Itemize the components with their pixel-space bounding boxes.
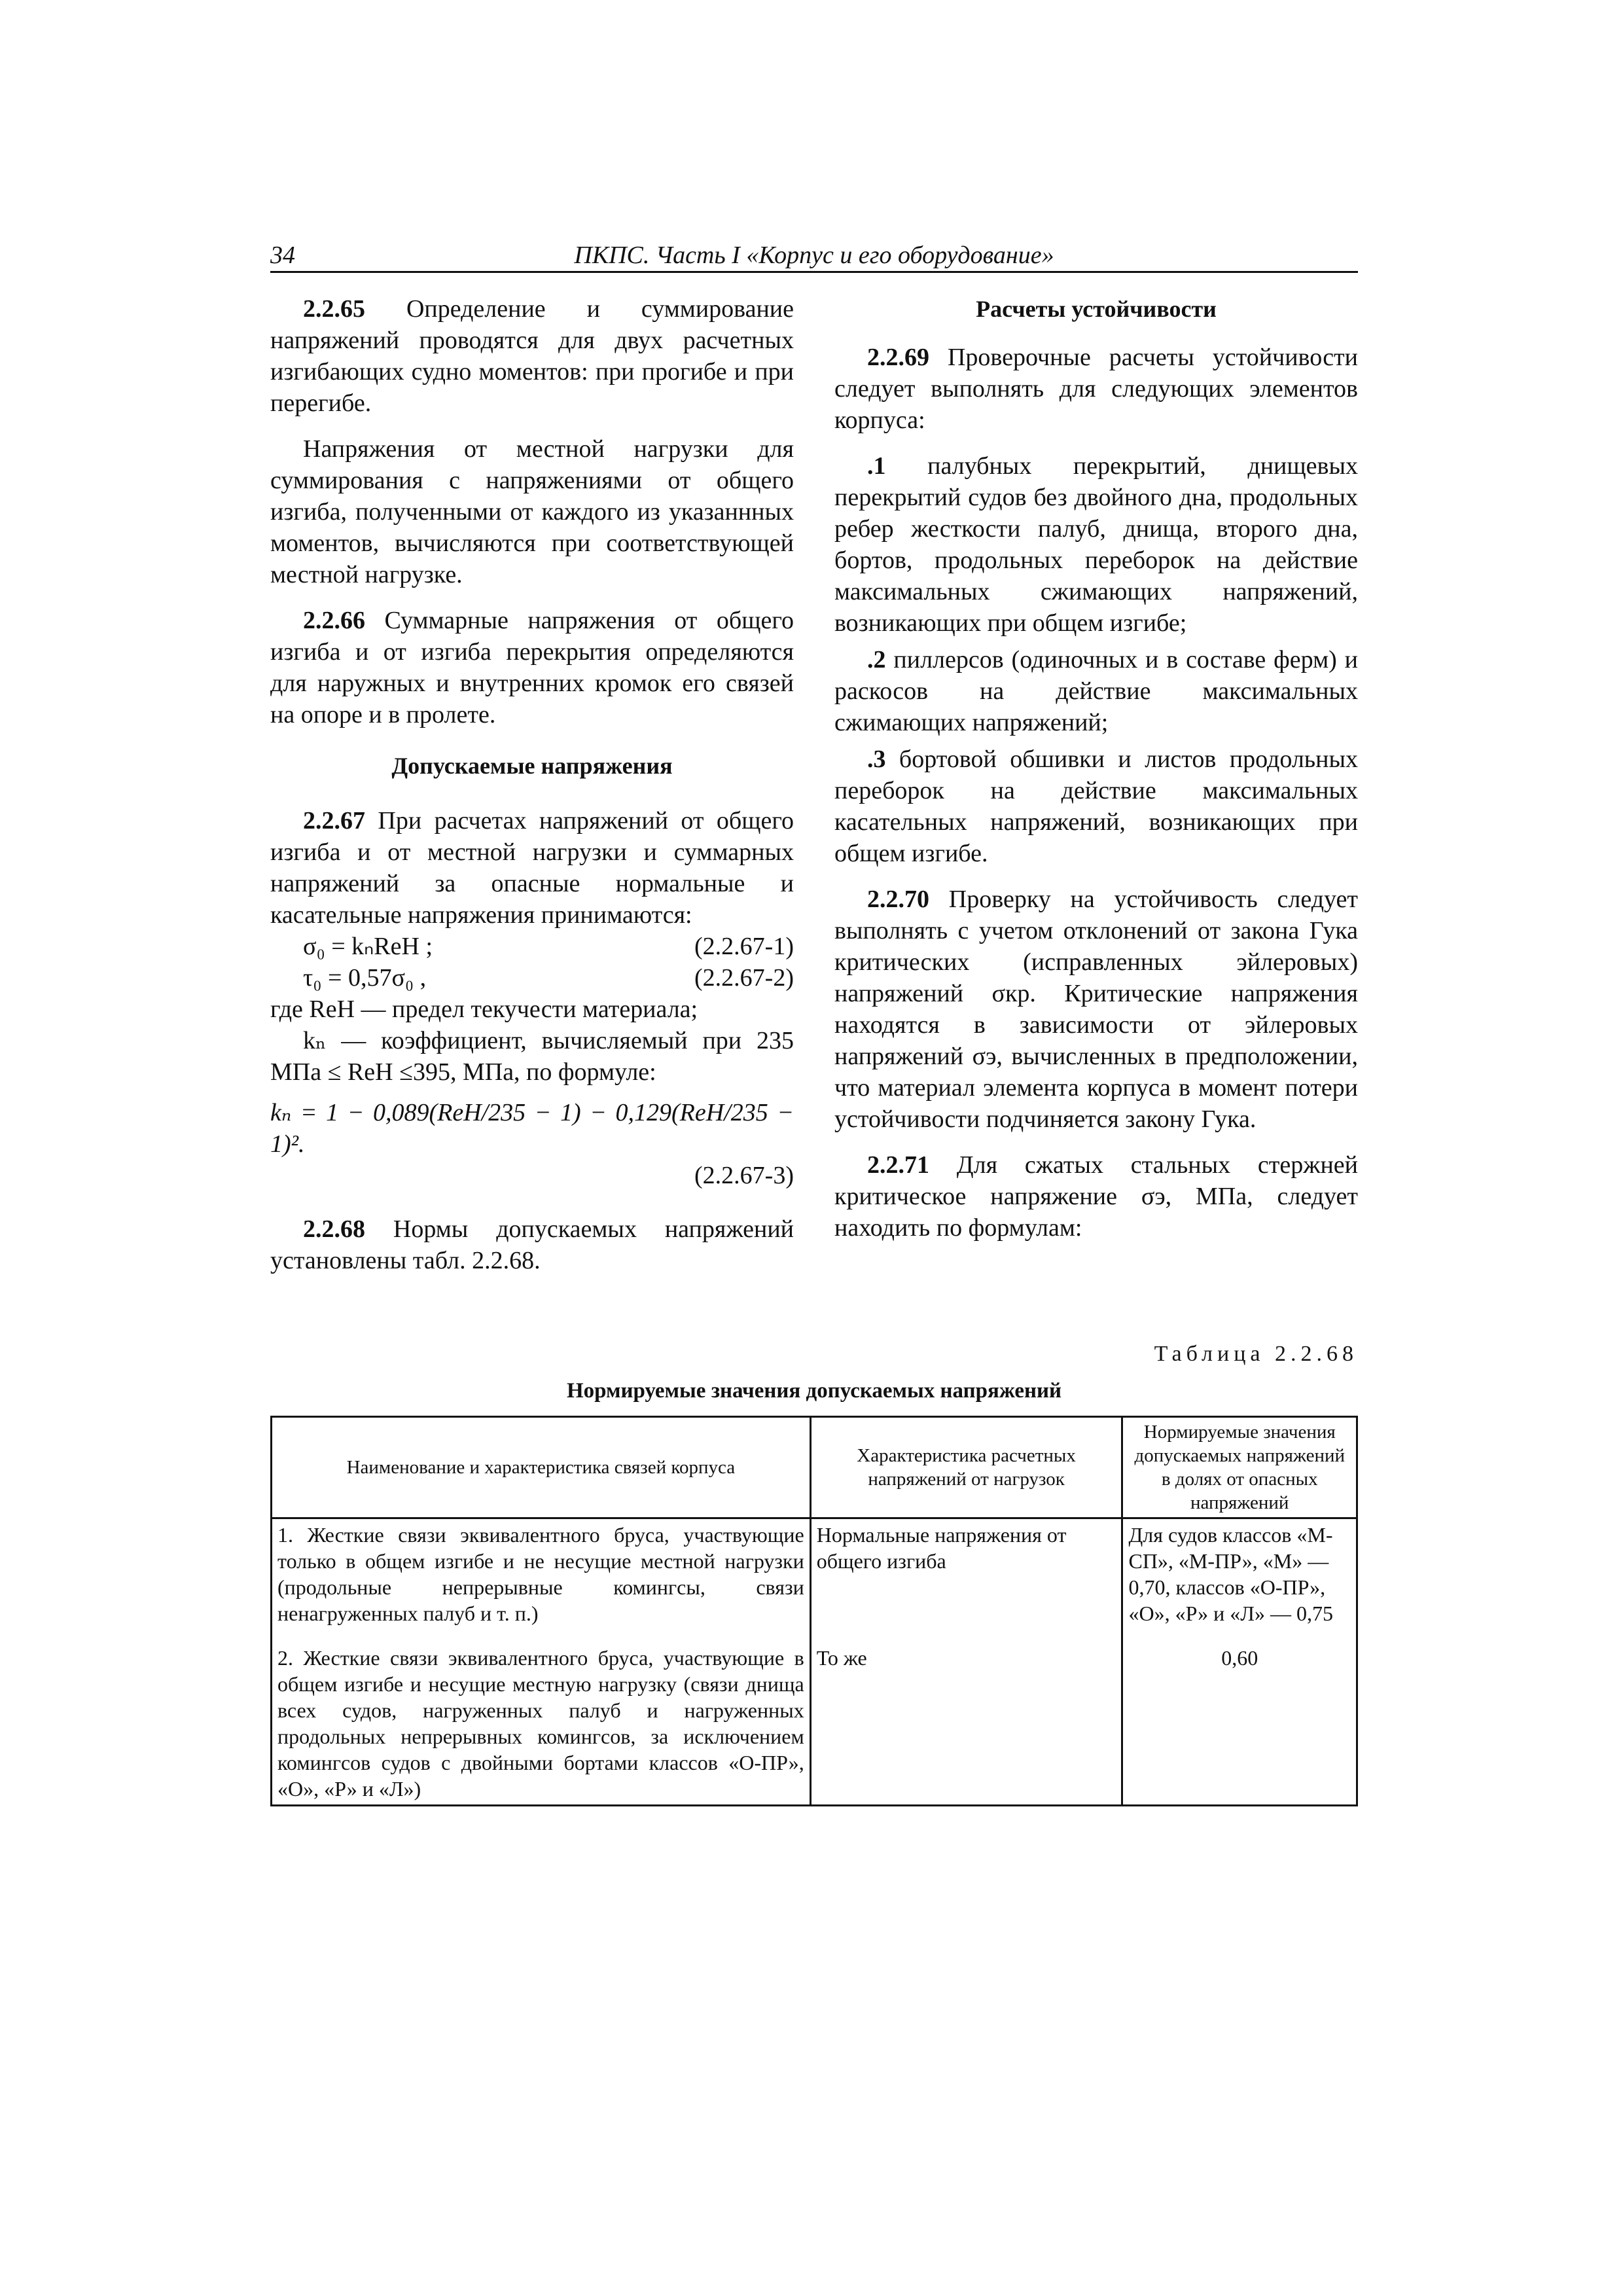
formula-2-2-67-2: τ₀ = 0,57σ₀ , (2.2.67-2) — [270, 962, 794, 994]
table-cell-stress: Нормальные напряжения от общего изгиба — [810, 1518, 1122, 1643]
table-row — [272, 1518, 1357, 1643]
table-row — [272, 1642, 1357, 1806]
formula-label: (2.2.67-1) — [694, 933, 794, 960]
paragraph-2-2-68: 2.2.68 Нормы допускаемых напряжений установлены табл. 2.2.68. — [270, 1215, 794, 1274]
list-item-1: .1 палубных перекрытий, днищевых перекрытий судов без двойного дна, продольных ребер жесткости палуб, днища, второго дна, бортов, продольных переборок на действие максимальных сжимающих напряжений, возникающих при общем изгибе; — [834, 452, 1358, 637]
allowable-stress-table — [270, 1416, 1358, 1806]
table-cell-stress: То же — [810, 1642, 1122, 1806]
paragraph-2-2-70: 2.2.70 Проверку на устойчивость следует выполнять с учетом отклонений от закона Гука критических (исправленных эйлеровых) напряжений σкр. Критические напряжения находятся в зависимости от эйлеровых напряжений σэ, вычисленных в предположении, что материал элемента корпуса в момент потери устойчивости подчиняется закону Гука. — [834, 886, 1358, 1133]
running-title: ПКПС. Часть I «Корпус и его оборудование» — [574, 242, 1054, 269]
table-cell-value: Для судов классов «М-СП», «М-ПР», «М» — 0,70, классов «О-ПР», «О», «Р» и «Л» — 0,75 — [1122, 1518, 1357, 1643]
table-header-row — [272, 1417, 1357, 1518]
paragraph-2-2-65: 2.2.65 Определение и суммирование напряжений проводятся для двух расчетных изгибающих судно моментов: при прогибе и при перегибе. — [270, 295, 794, 417]
table-number: Таблица 2.2.68 — [1154, 1342, 1358, 1366]
section-heading-allowable: Допускаемые напряжения — [391, 753, 673, 779]
formula-label-2-2-67-3: (2.2.67-3) — [694, 1162, 794, 1189]
paragraph-2-2-69: 2.2.69 Проверочные расчеты устойчивости следует выполнять для следующих элементов корпуса: — [834, 344, 1358, 434]
table-cell-name: 1. Жесткие связи эквивалентного бруса, участвующие только в общем изгибе и не несущие местной нагрузки (продольные непрерывные комингсы, связи ненагруженных палуб и т. п.) — [272, 1518, 811, 1643]
column-header-stress: Характеристика расчетных напряжений от нагрузок — [810, 1417, 1122, 1518]
formula-2-2-67-3: kₙ = 1 − 0,089(ReН/235 − 1) − 0,129(ReН/235 − 1)². — [270, 1099, 794, 1158]
formula-label: (2.2.67-2) — [694, 964, 794, 992]
formula-2-2-67-1: σ₀ = kₙReН ; (2.2.67-1) — [270, 931, 794, 962]
where-clause-reh: где ReН — предел текучести материала; — [270, 996, 698, 1023]
left-column — [270, 293, 794, 1291]
paragraph-local-load: Напряжения от местной нагрузки для суммирования с напряжениями от общего изгиба, полученными от каждого из указаннных моментов, вычисляются при соответствующей местной нагрузке. — [270, 435, 794, 588]
section-heading-stability: Расчеты устойчивости — [976, 296, 1217, 322]
table-title: Нормируемые значения допускаемых напряжений — [566, 1379, 1062, 1403]
list-item-3: .3 бортовой обшивки и листов продольных переборок на действие максимальных касательных напряжений, возникающих при общем изгибе. — [834, 745, 1358, 867]
paragraph-2-2-71: 2.2.71 Для сжатых стальных стержней критическое напряжение σэ, МПа, следует находить по формулам: — [834, 1151, 1358, 1242]
page-number: 34 — [270, 242, 295, 269]
paragraph-2-2-66: 2.2.66 Суммарные напряжения от общего изгиба и от изгиба перекрытия определяются для наружных и внутренних кромок его связей на опоре и в пролете. — [270, 607, 794, 728]
column-header-name: Наименование и характеристика связей корпуса — [272, 1417, 811, 1518]
table-cell-name: 2. Жесткие связи эквивалентного бруса, участвующие в общем изгибе и несущие местную нагрузку (связи днища всех судов, нагруженных палуб и нагруженных продольных непрерывных комингсов, за исключением комингсов судов с двойными бортами классов «О-ПР», «О», «Р» и «Л») — [272, 1642, 811, 1806]
running-header — [270, 241, 1358, 273]
where-clause-kn: kₙ — коэффициент, вычисляемый при 235 МПа ≤ ReН ≤395, МПа, по формуле: — [270, 1027, 794, 1086]
right-column — [834, 293, 1358, 1258]
table-cell-value: 0,60 — [1122, 1642, 1357, 1806]
column-header-value: Нормируемые значения допускаемых напряжений в долях от опасных напряжений — [1122, 1417, 1357, 1518]
paragraph-2-2-67: 2.2.67 При расчетах напряжений от общего изгиба и от местной нагрузки и суммарных напряжений за опасные нормальные и касательные напряжения принимаются: — [270, 807, 794, 929]
list-item-2: .2 пиллерсов (одиночных и в составе ферм) и раскосов на действие максимальных сжимающих напряжений; — [834, 646, 1358, 736]
